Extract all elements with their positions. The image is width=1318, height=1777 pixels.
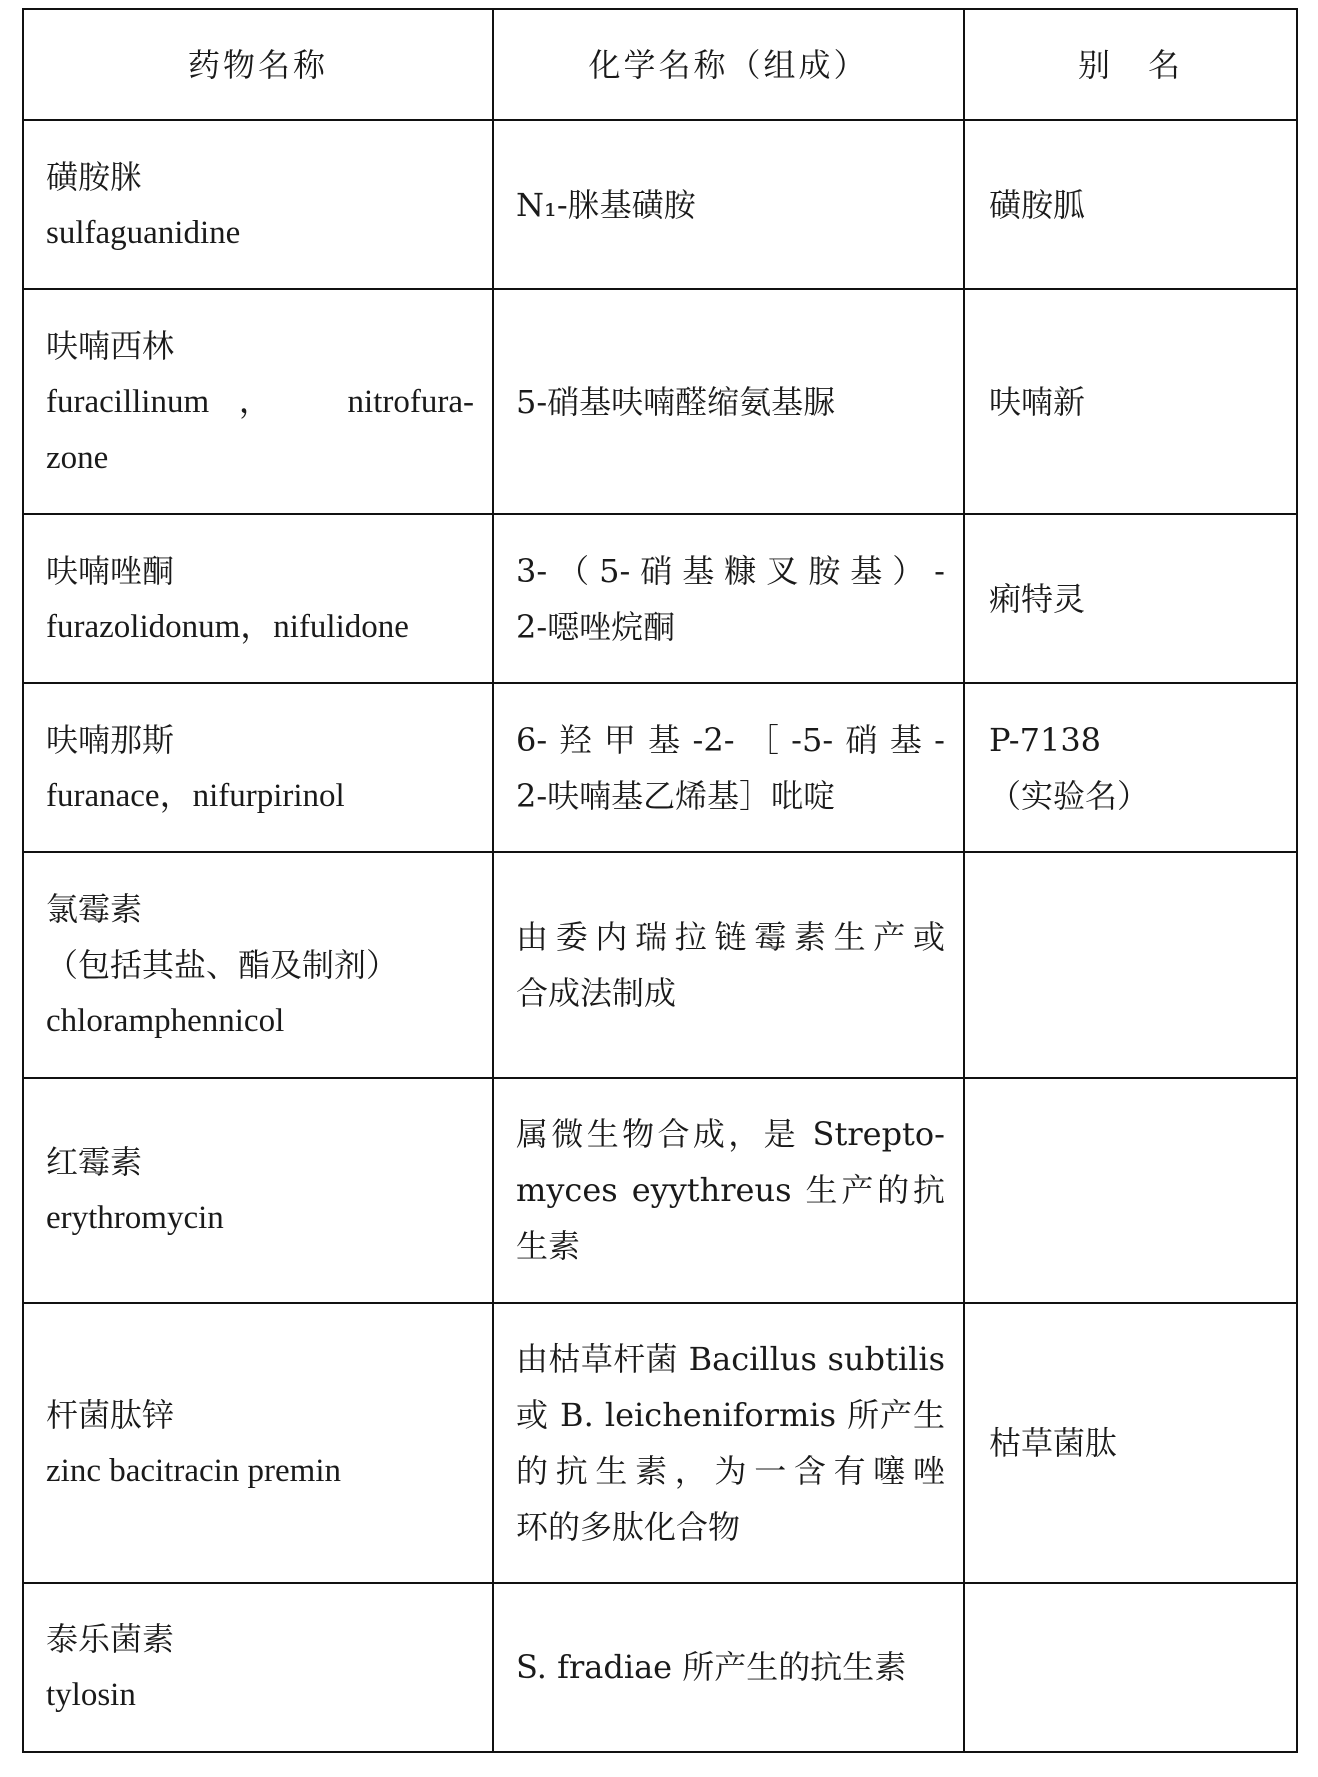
table-row <box>23 514 1297 683</box>
header-chemical-name: 化学名称（组成） <box>493 9 964 120</box>
alias-line: （实验名） <box>989 776 1150 815</box>
table-row <box>23 289 1297 514</box>
drug-name-cn: 磺胺脒 <box>46 157 143 196</box>
alias-line: 痢特灵 <box>989 579 1086 618</box>
drug-name-en: furanace，nifurpirinol <box>46 777 345 814</box>
drug-cell <box>23 289 493 514</box>
drug-name-en: furazolidonum，nifulidone <box>46 608 409 645</box>
alias-cell <box>964 120 1297 289</box>
drug-name-cn: 呋喃那斯 <box>46 720 175 759</box>
chemical-line: N₁-脒基磺胺 <box>516 185 696 224</box>
alias-line: 枯草菌肽 <box>989 1423 1118 1462</box>
table-row <box>23 1583 1297 1752</box>
drug-name-en: tylosin <box>46 1677 136 1714</box>
chemical-line: 2-噁唑烷酮 <box>516 607 676 646</box>
drug-cell <box>23 1303 493 1583</box>
chemical-line: 环的多肽化合物 <box>516 1507 741 1546</box>
drug-name-en-cont: zone <box>46 439 109 476</box>
alias-line: P-7138 <box>989 720 1102 759</box>
alias-cell <box>964 1078 1297 1303</box>
chemical-line: 生素 <box>516 1227 581 1266</box>
drug-name-en: furacillinum， nitrofura- <box>46 383 474 420</box>
header-row <box>23 9 1297 120</box>
drug-name-cn: 泰乐菌素 <box>46 1620 175 1659</box>
drug-name-cn: 呋喃西林 <box>46 326 175 365</box>
drug-cell <box>23 514 493 683</box>
chemical-line: 合成法制成 <box>516 973 677 1012</box>
alias-cell <box>964 514 1297 683</box>
alias-line: 磺胺胍 <box>989 185 1086 224</box>
table-row <box>23 683 1297 852</box>
chemical-line: 3-（5-硝基糠叉胺基）- <box>516 551 945 590</box>
chemical-line: myces eyythreus 生产的抗 <box>516 1171 945 1210</box>
drug-name-en: zinc bacitracin premin <box>46 1452 342 1489</box>
chemical-line: 的抗生素，为一含有噻唑 <box>516 1451 945 1490</box>
drug-cell <box>23 120 493 289</box>
drug-cell <box>23 1583 493 1752</box>
drug-name-en: sulfaguanidine <box>46 214 241 251</box>
drug-cell <box>23 1078 493 1303</box>
chemical-cell <box>493 683 964 852</box>
header-alias: 别 名 <box>964 9 1297 120</box>
table-row <box>23 120 1297 289</box>
chemical-line: 或 B. leicheniformis 所产生 <box>516 1395 945 1434</box>
alias-cell <box>964 289 1297 514</box>
drug-name-cn: 杆菌肽锌 <box>46 1395 175 1434</box>
drug-name-cn: 红霉素 <box>46 1143 143 1182</box>
chemical-cell <box>493 289 964 514</box>
chemical-cell <box>493 514 964 683</box>
table-row <box>23 1303 1297 1583</box>
chemical-line: S. fradiae 所产生的抗生素 <box>516 1648 907 1687</box>
drug-name-cn: 呋喃唑酮 <box>46 551 175 590</box>
chemical-cell <box>493 120 964 289</box>
drug-name-en: chloramphennicol <box>46 1002 285 1039</box>
chemical-cell <box>493 1078 964 1303</box>
alias-cell <box>964 852 1297 1077</box>
chemical-cell <box>493 852 964 1077</box>
alias-cell <box>964 1303 1297 1583</box>
alias-cell <box>964 683 1297 852</box>
alias-line: 呋喃新 <box>989 382 1086 421</box>
table-row <box>23 852 1297 1077</box>
drug-cell <box>23 852 493 1077</box>
chemical-cell <box>493 1583 964 1752</box>
header-drug-name: 药物名称 <box>23 9 493 120</box>
drug-name-cn: 氯霉素 <box>46 889 143 928</box>
drug-name-note: （包括其盐、酯及制剂） <box>46 945 399 984</box>
drug-cell <box>23 683 493 852</box>
chemical-line: 5-硝基呋喃醛缩氨基脲 <box>516 382 836 421</box>
chemical-line: 6-羟甲基-2-［-5-硝基- <box>516 720 945 759</box>
table-row <box>23 1078 1297 1303</box>
drug-name-en: erythromycin <box>46 1200 224 1237</box>
alias-cell <box>964 1583 1297 1752</box>
chemical-cell <box>493 1303 964 1583</box>
drug-table <box>22 8 1298 1753</box>
chemical-line: 2-呋喃基乙烯基］吡啶 <box>516 776 836 815</box>
chemical-line: 由委内瑞拉链霉素生产或 <box>516 917 945 956</box>
chemical-line: 属微生物合成，是 Strepto- <box>516 1115 945 1154</box>
chemical-line: 由枯草杆菌 Bacillus subtilis <box>516 1339 945 1378</box>
